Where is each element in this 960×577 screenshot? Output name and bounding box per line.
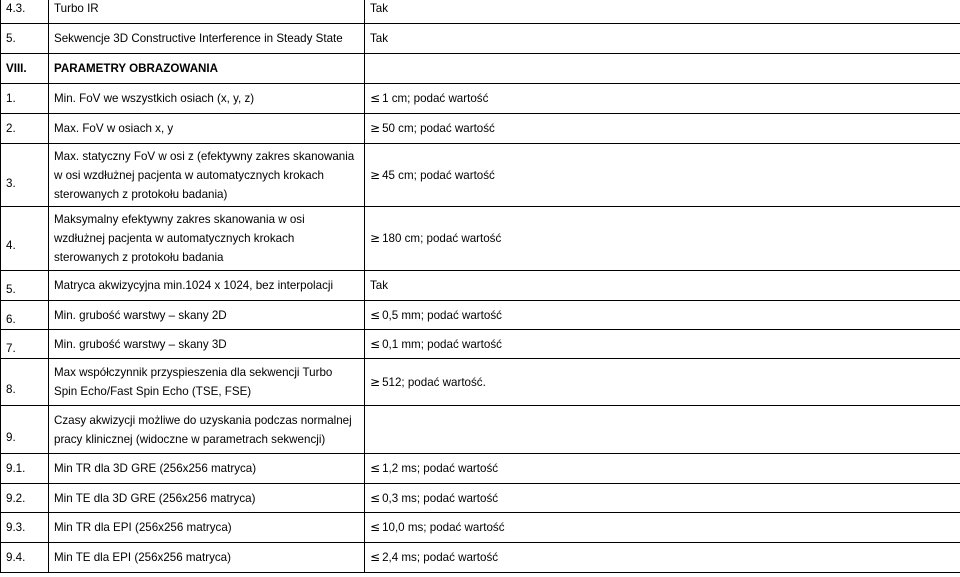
row-value <box>365 271 960 301</box>
table-row <box>1 271 960 301</box>
row-value-text: Tak <box>370 279 389 292</box>
table-row <box>1 144 960 207</box>
row-value <box>365 24 960 54</box>
row-number: 9.1. <box>1 454 49 484</box>
section-header-row <box>1 54 960 84</box>
row-value-text: 10,0 ms; podać wartość <box>382 521 505 534</box>
row-label: Min TE dla EPI (256x256 matryca) <box>49 543 365 573</box>
table-row <box>1 24 960 54</box>
less-equal-icon: ≤ <box>370 336 381 351</box>
row-number: 5. <box>1 24 49 54</box>
row-label: Matryca akwizycyjna min.1024 x 1024, bez interpolacji <box>49 271 365 301</box>
table-row <box>1 114 960 144</box>
table-row <box>1 454 960 484</box>
row-value <box>365 301 960 330</box>
row-value-text: 0,3 ms; podać wartość <box>382 491 499 505</box>
row-value <box>365 114 960 144</box>
row-number: 7. <box>1 330 49 359</box>
table-row <box>1 207 960 271</box>
table-row <box>1 330 960 359</box>
less-equal-icon: ≤ <box>370 307 381 322</box>
table-row <box>1 301 960 330</box>
section-number: VIII. <box>1 54 49 84</box>
row-value <box>365 144 960 207</box>
row-value <box>365 84 960 114</box>
row-number: 9.3. <box>1 513 49 543</box>
row-label: Czasy akwizycji możliwe do uzyskania podczas normalnej pracy klinicznej (widoczne w parametrach sekwencji) <box>49 406 365 454</box>
row-number: 1. <box>1 84 49 114</box>
row-label: Max. statyczny FoV w osi z (efektywny zakres skanowania w osi wzdłużnej pacjenta w automatycznych krokach sterowanych z protokołu badania) <box>49 144 365 207</box>
row-value <box>365 454 960 484</box>
table-row <box>1 406 960 454</box>
row-label: Min. grubość warstwy – skany 2D <box>49 301 365 330</box>
row-value-text: 1,2 ms; podać wartość <box>382 462 499 475</box>
less-equal-icon: ≤ <box>370 91 381 105</box>
table-row <box>1 513 960 543</box>
table-row <box>1 543 960 573</box>
row-label: Turbo IR <box>49 0 365 24</box>
row-label: Min. FoV we wszystkich osiach (x, y, z) <box>49 84 365 114</box>
row-value-text: Tak <box>370 32 389 45</box>
table-row <box>1 484 960 513</box>
row-number: 4. <box>1 207 49 271</box>
row-value <box>365 207 960 271</box>
less-equal-icon: ≤ <box>370 461 381 475</box>
row-value-text: 1 cm; podać wartość <box>382 92 489 105</box>
row-value <box>365 0 960 24</box>
row-number: 9.2. <box>1 484 49 513</box>
row-number: 9. <box>1 406 49 454</box>
row-value <box>365 543 960 573</box>
row-label: Max współczynnik przyspieszenia dla sekwencji Turbo Spin Echo/Fast Spin Echo (TSE, FSE) <box>49 359 365 406</box>
table-row <box>1 359 960 406</box>
greater-equal-icon: ≥ <box>370 167 381 182</box>
row-number: 6. <box>1 301 49 330</box>
row-value <box>365 54 960 84</box>
table-row <box>1 84 960 114</box>
section-title: PARAMETRY OBRAZOWANIA <box>49 54 365 84</box>
row-value-text: 0,5 mm; podać wartość <box>382 308 502 322</box>
row-label: Min. grubość warstwy – skany 3D <box>49 330 365 359</box>
row-number: 3. <box>1 144 49 207</box>
row-label: Max. FoV w osiach x, y <box>49 114 365 144</box>
row-value-text: 0,1 mm; podać wartość <box>382 337 502 351</box>
greater-equal-icon: ≥ <box>370 374 381 389</box>
row-value-text: 180 cm; podać wartość <box>382 232 502 245</box>
row-label: Min TR dla EPI (256x256 matryca) <box>49 513 365 543</box>
row-number: 9.4. <box>1 543 49 573</box>
greater-equal-icon: ≥ <box>370 231 381 245</box>
row-value-text: 45 cm; podać wartość <box>382 168 495 182</box>
less-equal-icon: ≤ <box>370 520 381 534</box>
less-equal-icon: ≤ <box>370 550 381 564</box>
row-value-text: 50 cm; podać wartość <box>382 122 495 135</box>
row-label: Maksymalny efektywny zakres skanowania w osi wzdłużnej pacjenta w automatycznych krokach sterowanych z protokołu badania <box>49 207 365 271</box>
row-label: Min TR dla 3D GRE (256x256 matryca) <box>49 454 365 484</box>
row-value-text: 512; podać wartość. <box>382 375 486 389</box>
greater-equal-icon: ≥ <box>370 121 381 135</box>
less-equal-icon: ≤ <box>370 490 381 505</box>
table-row <box>1 0 960 24</box>
row-number: 2. <box>1 114 49 144</box>
row-value-text: Tak <box>370 2 389 15</box>
row-label: Min TE dla 3D GRE (256x256 matryca) <box>49 484 365 513</box>
row-value <box>365 484 960 513</box>
row-label: Sekwencje 3D Constructive Interference in Steady State <box>49 24 365 54</box>
row-number: 4.3. <box>1 0 49 24</box>
row-value <box>365 359 960 406</box>
row-value <box>365 330 960 359</box>
row-number: 5. <box>1 271 49 301</box>
row-value <box>365 513 960 543</box>
row-value <box>365 406 960 454</box>
row-number: 8. <box>1 359 49 406</box>
row-value-text: 2,4 ms; podać wartość <box>382 551 499 564</box>
